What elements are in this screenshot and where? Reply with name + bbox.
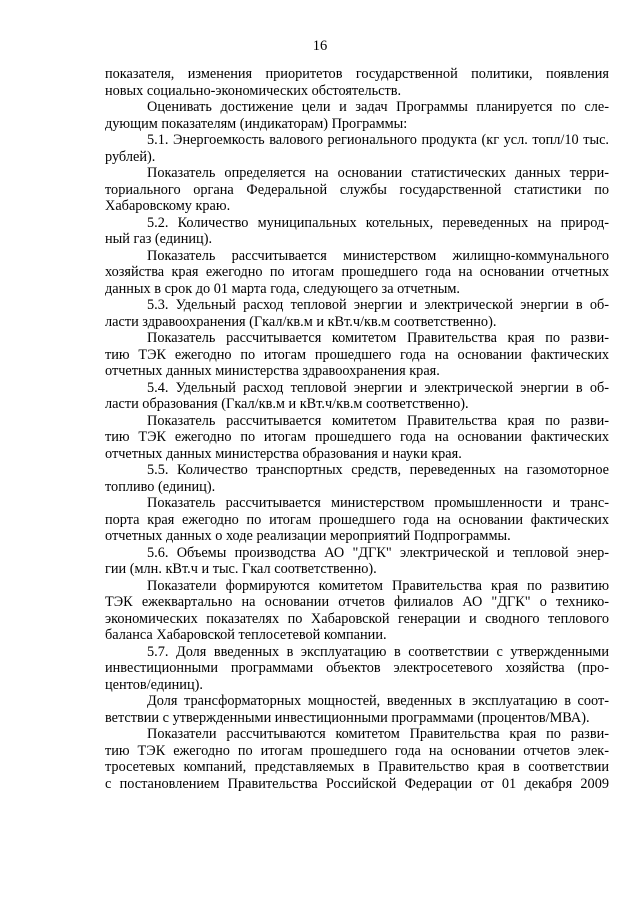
text-line: хозяйства края ежегодно по итогам прошедшего года на основании отчетных xyxy=(105,264,609,280)
text-line: Хабаровскому краю. xyxy=(105,198,231,214)
text-line: гии (млн. кВт.ч и тыс. Гкал соответственно). xyxy=(105,561,377,577)
text-line: Доля трансформаторных мощностей, введенных в эксплуатацию в соот- xyxy=(147,693,609,709)
text-line: тию ТЭК ежегодно по итогам прошедшего года на основании фактических xyxy=(105,346,609,363)
text-line: тросетевых компаний, представляемых в Правительство края в соответствии xyxy=(105,759,609,775)
text-line: ториального органа Федеральной службы государственной статистики по xyxy=(105,181,609,198)
text-line: новых социально-экономических обстоятельств. xyxy=(105,82,402,99)
text-line: 5.3. Удельный расход тепловой энергии и электрической энергии в об- xyxy=(147,297,609,313)
text-line: Оценивать достижение цели и задач Программы планируется по сле- xyxy=(147,99,609,115)
text-line: тию ТЭК ежегодно по итогам прошедшего года на основании фактических xyxy=(105,429,609,445)
text-line: ТЭК ежеквартально на основании отчетов филиалов АО "ДГК" о технико- xyxy=(105,594,609,610)
text-line: данных в срок до 01 марта года, следующего за отчетным. xyxy=(105,280,460,297)
text-line: 5.5. Количество транспортных средств, переведенных на газомоторное xyxy=(147,462,609,478)
text-line: отчетных данных министерства образования и науки края. xyxy=(105,445,462,462)
text-line: порта края ежегодно по итогам прошедшего года на основании фактических xyxy=(105,511,609,528)
text-line: топливо (единиц). xyxy=(105,478,216,495)
text-line: ветствии с утвержденными инвестиционными программами (процентов/МВА). xyxy=(105,709,590,726)
text-line: Показатель рассчитывается комитетом Правительства края по разви- xyxy=(147,330,609,346)
text-line: 5.4. Удельный расход тепловой энергии и электрической энергии в об- xyxy=(147,379,609,396)
text-line: тию ТЭК ежегодно по итогам прошедшего года на основании отчетов элек- xyxy=(105,742,609,759)
text-line: Показатель рассчитывается комитетом Правительства края по разви- xyxy=(147,412,609,429)
text-line: дующим показателям (индикаторам) Программы: xyxy=(105,115,408,132)
text-line: баланса Хабаровской теплосетевой компании. xyxy=(105,627,387,643)
text-line: ласти здравоохранения (Гкал/кв.м и кВт.ч/кв.м соответственно). xyxy=(105,313,497,330)
text-line: Показатель определяется на основании статистических данных терри- xyxy=(147,165,609,181)
text-line: Показатель рассчитывается министерством промышленности и транс- xyxy=(147,495,609,511)
text-line: 5.1. Энергоемкость валового регионального продукта (кг усл. топл/10 тыс. xyxy=(147,132,609,148)
text-line: 5.2. Количество муниципальных котельных, переведенных на природ- xyxy=(147,214,609,231)
text-line: отчетных данных о ходе реализации мероприятий Подпрограммы. xyxy=(105,528,511,544)
text-line: Показатель рассчитывается министерством жилищно-коммунального xyxy=(147,247,609,264)
text-line: 5.6. Объемы производства АО "ДГК" электрической и тепловой энер- xyxy=(147,544,609,561)
text-line: экономических показателях по Хабаровской генерации и сводного теплового xyxy=(105,610,609,627)
text-line: отчетных данных министерства здравоохранения края. xyxy=(105,363,440,379)
text-line: ласти образования (Гкал/кв.м и кВт.ч/кв.м соответственно). xyxy=(105,396,469,412)
text-line: Показатели рассчитываются комитетом Правительства края по разви- xyxy=(147,726,609,742)
text-line: 5.7. Доля введенных в эксплуатацию в соответствии с утвержденными xyxy=(147,643,609,660)
document-body xyxy=(105,66,609,792)
text-line: с постановлением Правительства Российской Федерации от 01 декабря 2009 xyxy=(105,775,609,792)
text-line: центов/единиц). xyxy=(105,676,203,693)
page-number: 16 xyxy=(312,38,328,54)
text-line: ный газ (единиц). xyxy=(105,231,213,247)
text-line: Показатели формируются комитетом Правительства края по развитию xyxy=(147,577,609,594)
text-line: показателя, изменения приоритетов государственной политики, появления xyxy=(105,66,609,82)
text-line: инвестиционными программами объектов электросетевого хозяйства (про- xyxy=(105,660,609,676)
text-line: рублей). xyxy=(105,148,156,165)
